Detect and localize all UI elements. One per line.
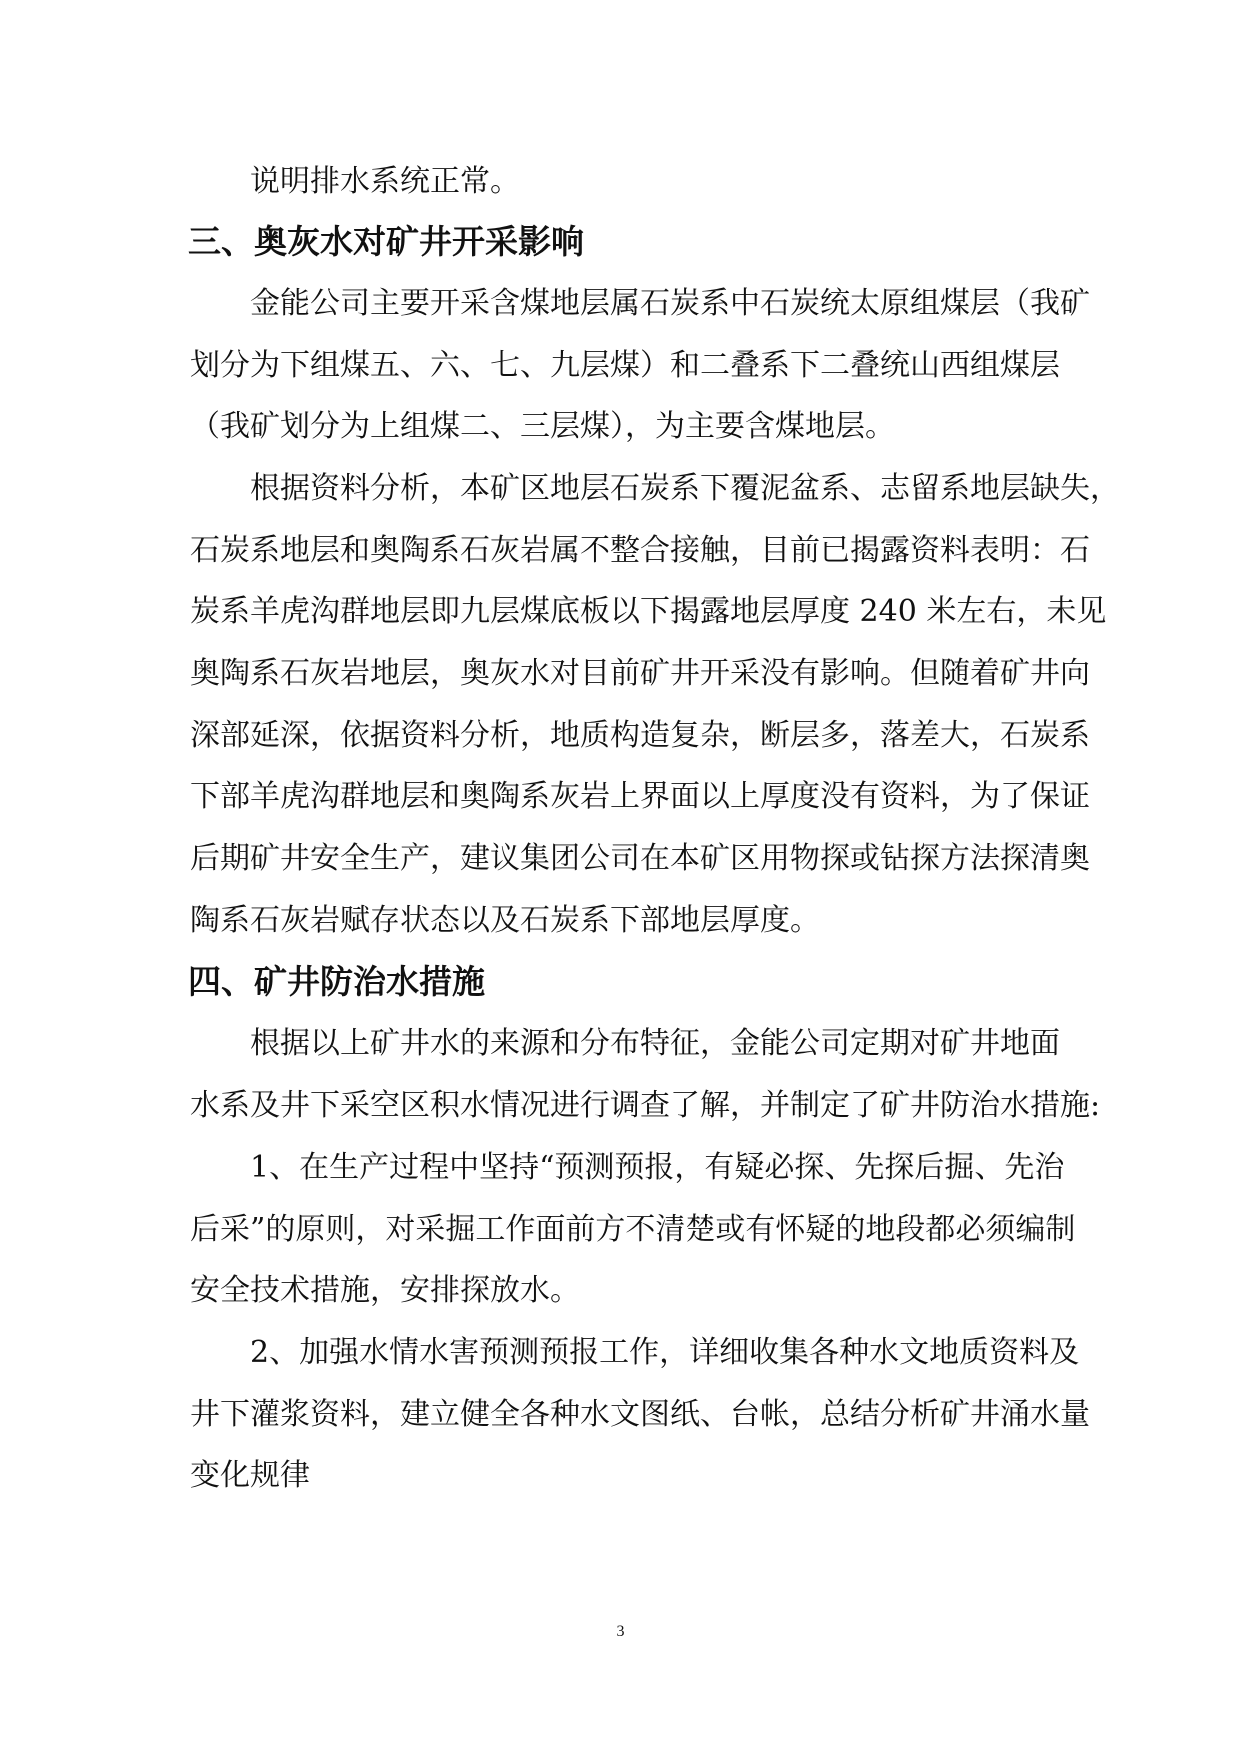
section4-item2-line-3: 变化规律 (190, 1458, 310, 1493)
section3-p2-line-7: 后期矿井安全生产，建议集团公司在本矿区用物探或钻探方法探清奥 (190, 841, 1090, 876)
section3-p2-line-1: 根据资料分析，本矿区地层石炭系下覆泥盆系、志留系地层缺失， (250, 471, 1120, 506)
section3-p1-line-1: 金能公司主要开采含煤地层属石炭系中石炭统太原组煤层（我矿 (250, 286, 1090, 321)
section4-p1-line-1: 根据以上矿井水的来源和分布特征，金能公司定期对矿井地面 (250, 1026, 1060, 1061)
page-number: 3 (616, 1623, 625, 1640)
section3-p1-line-2: 划分为下组煤五、六、七、九层煤）和二叠系下二叠统山西组煤层 (190, 348, 1060, 383)
intro-line: 说明排水系统正常。 (250, 164, 520, 199)
section3-heading: 三、奥灰水对矿井开采影响 (188, 222, 584, 261)
section4-item1-line-2: 后采”的原则，对采掘工作面前方不清楚或有怀疑的地段都必须编制 (190, 1212, 1076, 1247)
section3-p1-line-3: （我矿划分为上组煤二、三层煤），为主要含煤地层。 (190, 409, 895, 444)
section4-p1-line-2: 水系及井下采空区积水情况进行调查了解，并制定了矿井防治水措施: (190, 1088, 1101, 1123)
section4-item2-line-1: 2、加强水情水害预测预报工作，详细收集各种水文地质资料及 (250, 1335, 1080, 1370)
section4-item1-line-3: 安全技术措施，安排探放水。 (190, 1273, 580, 1308)
section3-p2-line-6: 下部羊虎沟群地层和奥陶系灰岩上界面以上厚度没有资料，为了保证 (190, 779, 1090, 814)
section3-p2-line-5: 深部延深，依据资料分析，地质构造复杂，断层多，落差大，石炭系 (190, 718, 1090, 753)
section3-p2-line-4: 奥陶系石灰岩地层，奥灰水对目前矿井开采没有影响。但随着矿井向 (190, 656, 1090, 691)
section3-p2-line-3: 炭系羊虎沟群地层即九层煤底板以下揭露地层厚度 240 米左右，未见 (190, 594, 1107, 629)
section4-heading: 四、矿井防治水措施 (188, 962, 485, 1001)
section3-p2-line-8: 陶系石灰岩赋存状态以及石炭系下部地层厚度。 (190, 903, 820, 938)
section3-p2-line-2: 石炭系地层和奥陶系石灰岩属不整合接触，目前已揭露资料表明：石 (190, 533, 1090, 568)
section4-item2-line-2: 井下灌浆资料，建立健全各种水文图纸、台帐，总结分析矿井涌水量 (190, 1397, 1090, 1432)
section4-item1-line-1: 1、在生产过程中坚持“预测预报，有疑必探、先探后掘、先治 (250, 1150, 1065, 1185)
